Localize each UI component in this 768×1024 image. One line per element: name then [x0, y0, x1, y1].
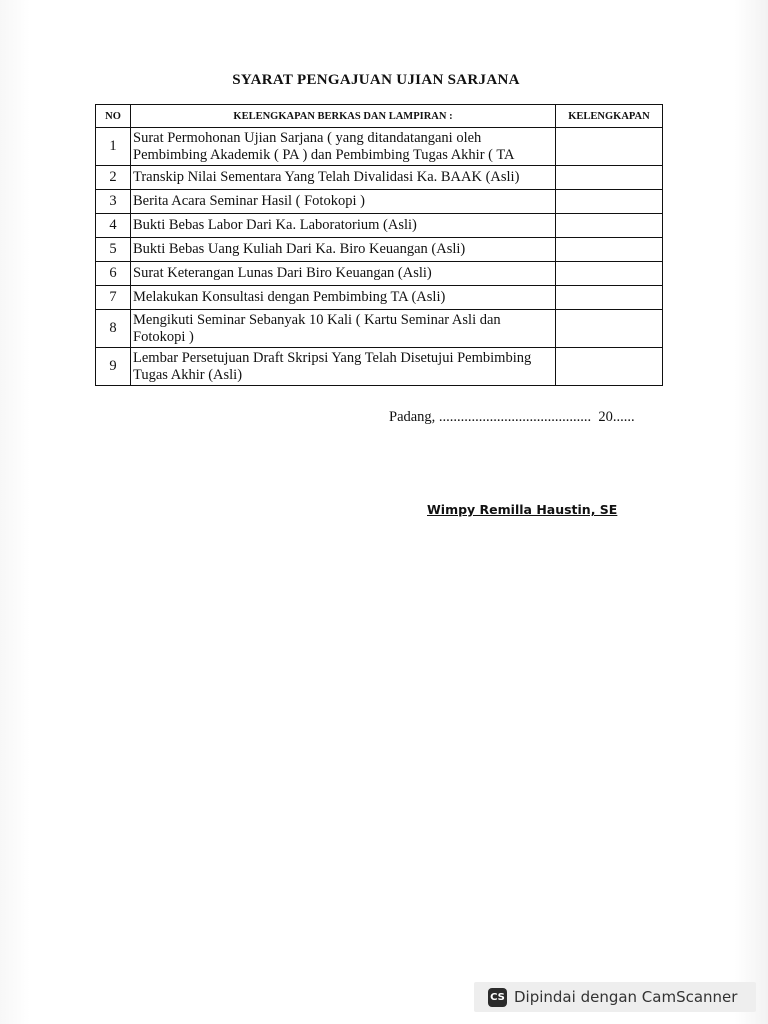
- table-row: [96, 348, 663, 386]
- row-number: 9: [96, 348, 131, 386]
- row-status-cell: [556, 262, 663, 286]
- row-item: Berita Acara Seminar Hasil ( Fotokopi ): [131, 190, 556, 214]
- row-status-cell: [556, 166, 663, 190]
- header-item: KELENGKAPAN BERKAS DAN LAMPIRAN :: [131, 105, 556, 128]
- row-number: 7: [96, 286, 131, 310]
- row-item: Bukti Bebas Labor Dari Ka. Laboratorium (Asli): [131, 214, 556, 238]
- table-row: [96, 190, 663, 214]
- requirements-table: [95, 104, 663, 386]
- document-title: SYARAT PENGAJUAN UJIAN SARJANA: [232, 72, 520, 88]
- row-number: 3: [96, 190, 131, 214]
- row-status-cell: [556, 214, 663, 238]
- row-item: Melakukan Konsultasi dengan Pembimbing TA (Asli): [131, 286, 556, 310]
- row-status-cell: [556, 310, 663, 348]
- row-status-cell: [556, 128, 663, 166]
- table-header-row: [96, 105, 663, 128]
- row-number: 2: [96, 166, 131, 190]
- camscanner-watermark: [474, 982, 756, 1012]
- place-date-line: Padang, .......................................... 20......: [389, 409, 635, 425]
- header-no: NO: [96, 105, 131, 128]
- table-row: [96, 310, 663, 348]
- table-row: [96, 238, 663, 262]
- row-item: Bukti Bebas Uang Kuliah Dari Ka. Biro Keuangan (Asli): [131, 238, 556, 262]
- table-row: [96, 286, 663, 310]
- header-status: KELENGKAPAN: [556, 105, 663, 128]
- row-item: Lembar Persetujuan Draft Skripsi Yang Telah Disetujui Pembimbing Tugas Akhir (Asli): [131, 348, 556, 386]
- row-item: Surat Permohonan Ujian Sarjana ( yang ditandatangani oleh Pembimbing Akademik ( PA ) dan Pembimbing Tugas Akhir ( TA: [131, 128, 556, 166]
- table-row: [96, 166, 663, 190]
- row-number: 4: [96, 214, 131, 238]
- row-number: 8: [96, 310, 131, 348]
- table-row: [96, 214, 663, 238]
- row-item: Surat Keterangan Lunas Dari Biro Keuangan (Asli): [131, 262, 556, 286]
- signer-name: Wimpy Remilla Haustin, SE: [427, 502, 618, 517]
- row-status-cell: [556, 286, 663, 310]
- watermark-text: Dipindai dengan CamScanner: [514, 988, 738, 1006]
- row-item: Mengikuti Seminar Sebanyak 10 Kali ( Kartu Seminar Asli dan Fotokopi ): [131, 310, 556, 348]
- row-number: 6: [96, 262, 131, 286]
- row-status-cell: [556, 348, 663, 386]
- row-number: 1: [96, 128, 131, 166]
- table-row: [96, 128, 663, 166]
- table-row: [96, 262, 663, 286]
- row-item: Transkip Nilai Sementara Yang Telah Divalidasi Ka. BAAK (Asli): [131, 166, 556, 190]
- row-status-cell: [556, 190, 663, 214]
- camscanner-logo-icon: CS: [488, 988, 507, 1007]
- row-number: 5: [96, 238, 131, 262]
- row-status-cell: [556, 238, 663, 262]
